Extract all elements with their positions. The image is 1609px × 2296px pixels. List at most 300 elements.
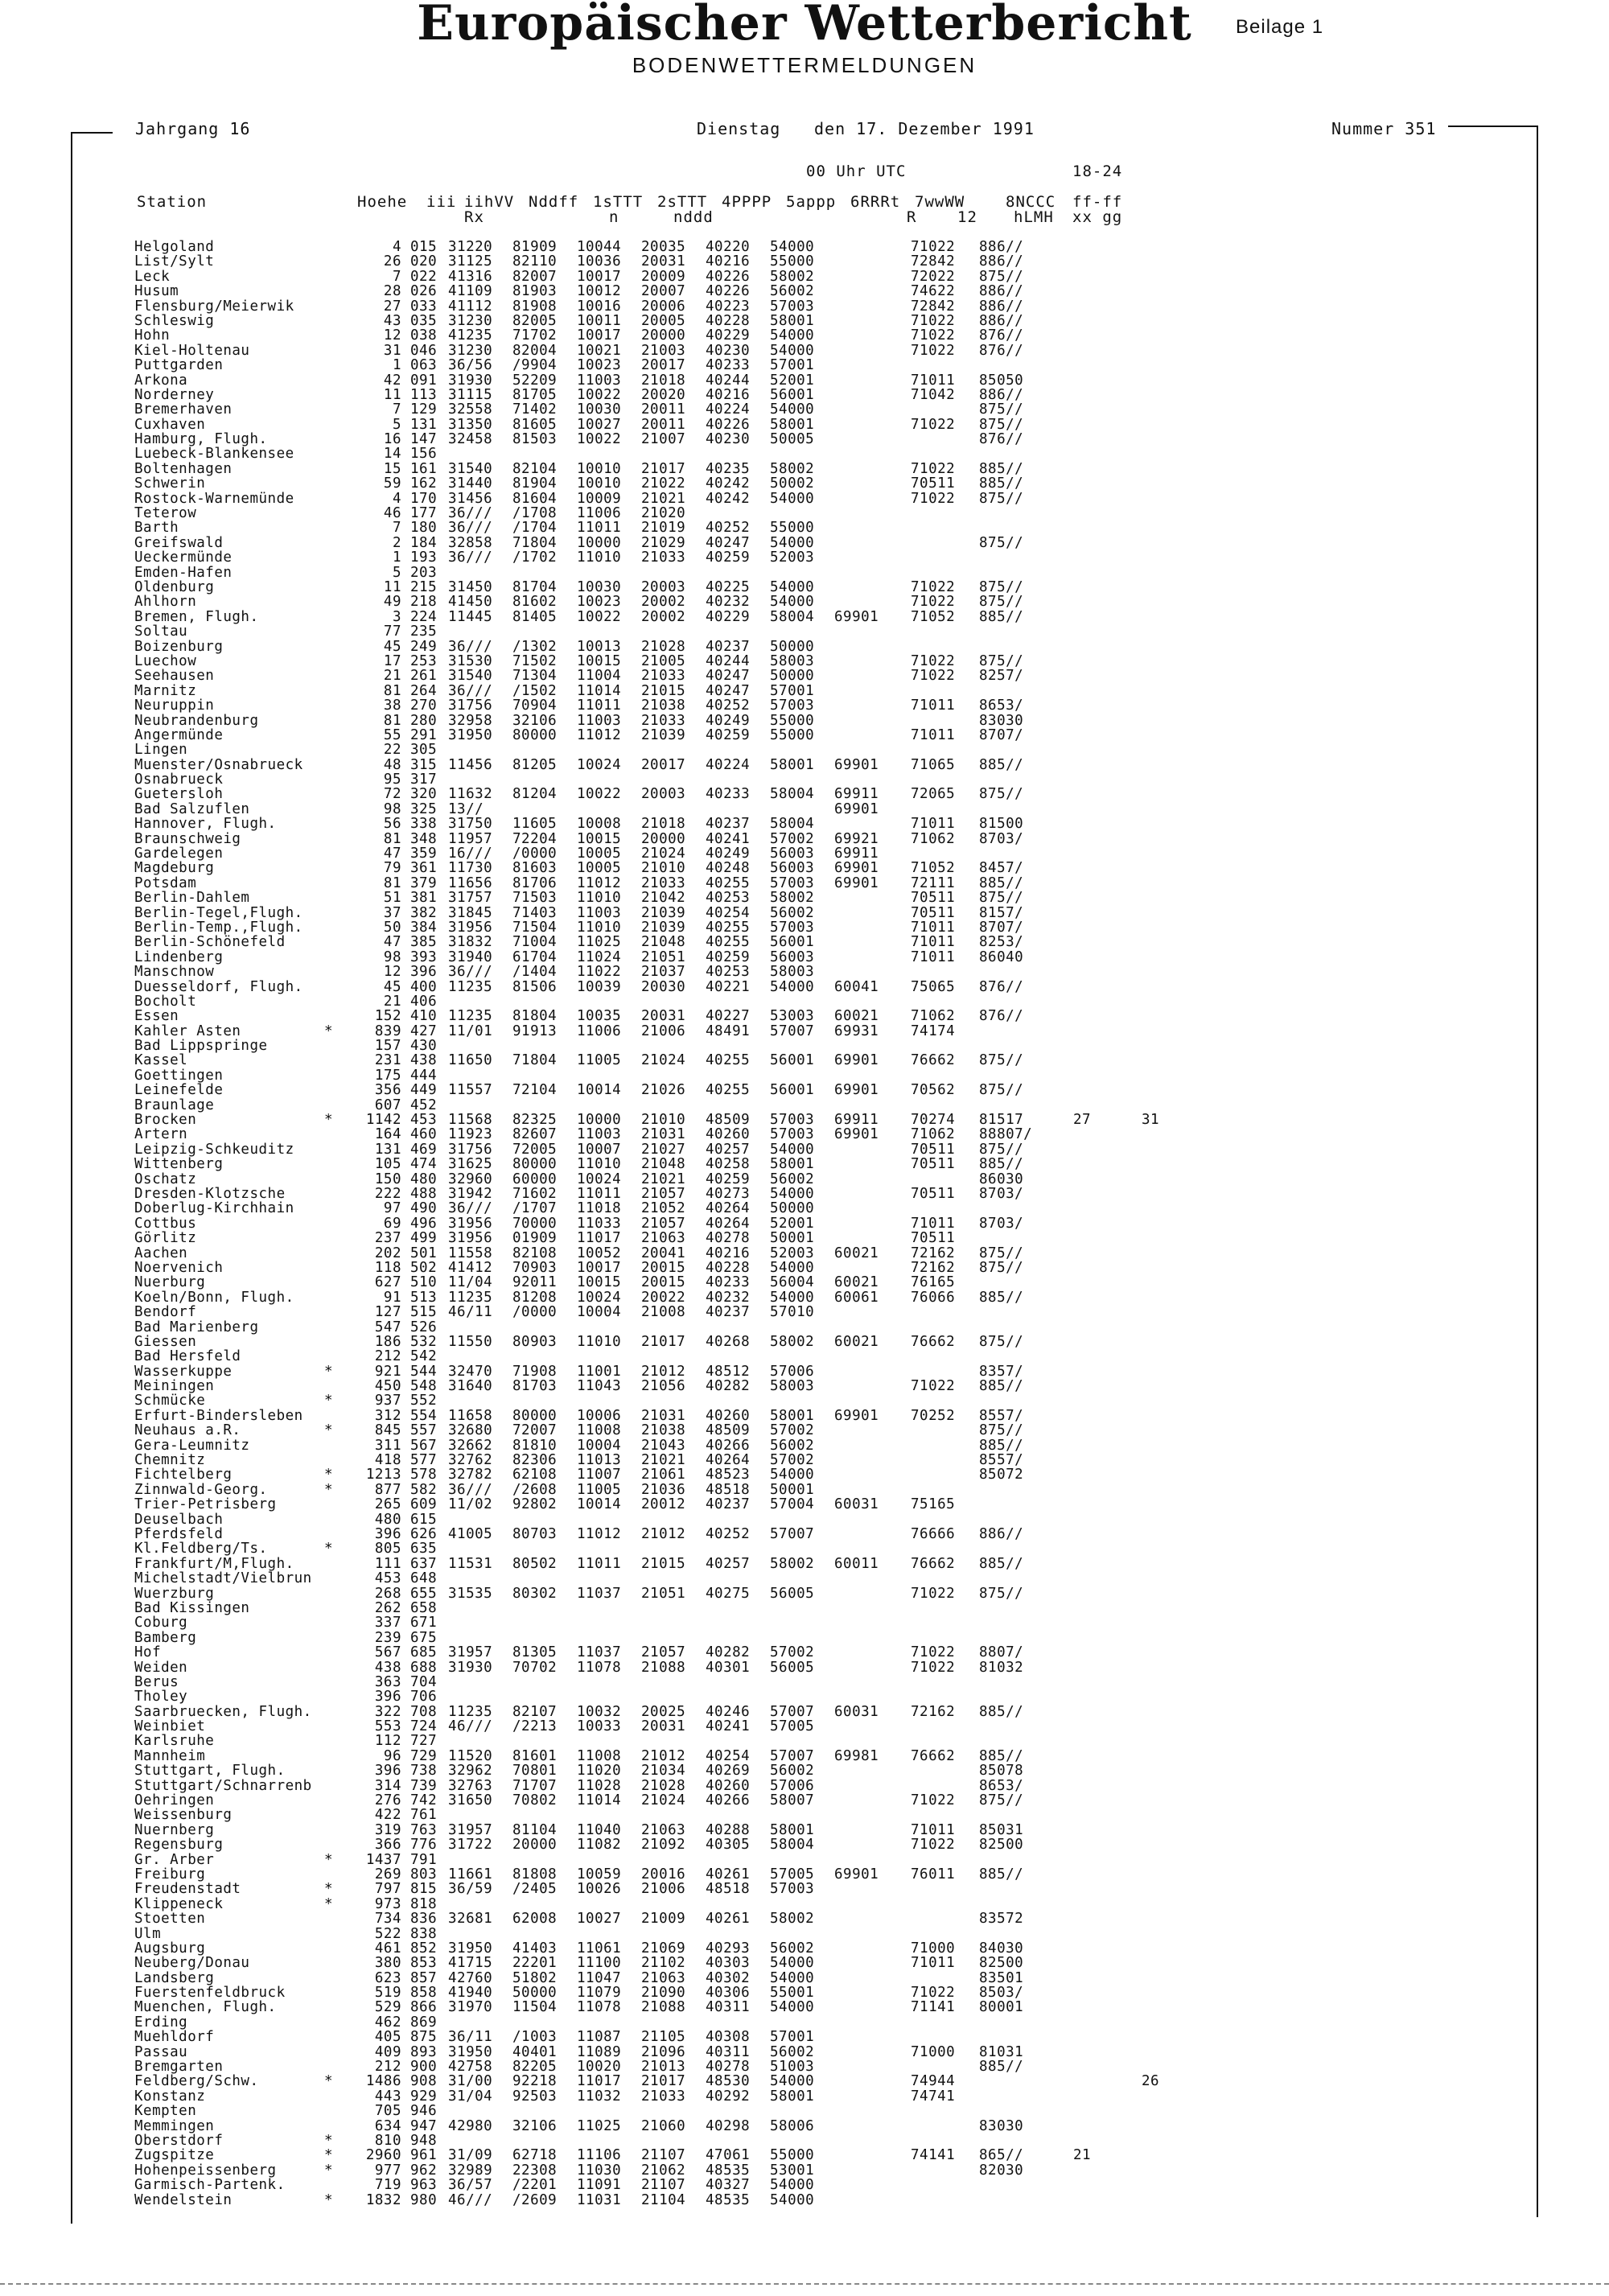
group-5appp: 58002 [770,890,815,907]
group-1sttt: 10010 [577,460,622,477]
group-8nccc: 886// [979,1525,1024,1542]
group-1sttt: 11003 [577,712,622,729]
group-5appp: 56003 [770,860,815,877]
station-name: Braunschweig [134,830,241,847]
group-5appp: 58002 [770,268,815,285]
group-5appp: 55000 [770,520,815,537]
group-8nccc: 8253/ [979,934,1024,951]
group-2sttt: 20031 [641,1718,686,1735]
station-name: Bad Hersfeld [134,1348,241,1365]
group-iihvv: 41235 [448,327,493,344]
group-1sttt: 10005 [577,860,622,877]
group-8nccc: 82030 [979,2162,1024,2179]
group-2sttt: 21031 [641,1126,686,1143]
station-id: 947 [410,2117,438,2134]
group-8nccc: 8703/ [979,1215,1024,1232]
group-nddff: /1302 [512,638,558,655]
station-id: 499 [410,1230,438,1247]
station-id: 502 [410,1259,438,1276]
group-iihvv: 31930 [448,1659,493,1676]
col-header-g10-sub: xx gg [1072,208,1123,226]
station-height: 186 [374,1333,401,1350]
group-iihvv: 11550 [448,1333,493,1350]
station-height: 51 [383,890,401,907]
group-nddff: /1404 [512,964,558,981]
group-iihvv: 31540 [448,460,493,477]
station-height: 231 [374,1052,401,1069]
group-4pppp: 40237 [706,638,751,655]
group-iihvv: 31230 [448,312,493,329]
station-height: 262 [374,1599,401,1616]
group-2sttt: 21017 [641,2073,686,2090]
group-4pppp: 40225 [706,578,751,595]
station-name: Braunlage [134,1097,215,1113]
group-1sttt: 11001 [577,1363,622,1380]
group-nddff: 82005 [512,312,558,329]
station-height: 2960 [365,2147,401,2164]
group-4pppp: 40237 [706,816,751,833]
group-iihvv: 36/// [448,1481,493,1498]
station-name: Frankfurt/M,Flugh. [134,1555,294,1572]
group-1sttt: 10011 [577,312,622,329]
group-nddff: 32106 [512,2117,558,2134]
group-2sttt: 21031 [641,1407,686,1424]
group-2sttt: 21034 [641,1763,686,1780]
station-id: 203 [410,564,438,581]
group-2sttt: 21036 [641,1481,686,1498]
group-7wwww: 70274 [911,1112,956,1129]
group-1sttt: 10013 [577,638,622,655]
group-iihvv: 11235 [448,978,493,995]
group-iihvv: 31930 [448,372,493,389]
group-5appp: 52001 [770,372,815,389]
group-5appp: 56002 [770,1171,815,1187]
group-7wwww: 71022 [911,668,956,685]
station-id: 791 [410,1851,438,1868]
group-iihvv: 31450 [448,578,493,595]
group-2sttt: 20025 [641,1703,686,1720]
group-6rrrt: 69911 [834,1112,879,1129]
station-name: Greifswald [134,534,224,551]
group-1sttt: 10027 [577,416,622,433]
group-7wwww: 71052 [911,860,956,877]
station-height: 1213 [365,1467,401,1483]
group-7wwww: 76662 [911,1747,956,1764]
station-id: 635 [410,1541,438,1557]
station-id: 908 [410,2073,438,2090]
group-iihvv: 11923 [448,1126,493,1143]
group-2sttt: 21048 [641,1156,686,1173]
group-8nccc: 875// [979,890,1024,907]
group-1sttt: 10015 [577,1274,622,1291]
group-nddff: 82107 [512,1703,558,1720]
group-8nccc: 875// [979,1052,1024,1069]
group-7wwww: 71065 [911,756,956,773]
height-marker: * [324,1363,334,1380]
group-8nccc: 8703/ [979,1186,1024,1202]
group-4pppp: 40223 [706,298,751,315]
group-4pppp: 40244 [706,372,751,389]
group-iihvv: 36/// [448,549,493,566]
group-8nccc: 886// [979,239,1024,255]
group-4pppp: 40260 [706,1126,751,1143]
station-name: Schwerin [134,475,206,492]
group-7wwww: 72162 [911,1245,956,1261]
group-1sttt: 11011 [577,697,622,714]
station-id: 427 [410,1023,438,1039]
group-nddff: 62008 [512,1911,558,1928]
group-7wwww: 71022 [911,594,956,611]
group-1sttt: 11008 [577,1422,622,1439]
group-4pppp: 40247 [706,534,751,551]
group-2sttt: 21033 [641,2088,686,2105]
station-height: 98 [383,948,401,965]
group-iihvv: 36/// [448,1200,493,1217]
group-2sttt: 21051 [641,1585,686,1602]
group-8nccc: 885// [979,1378,1024,1395]
group-4pppp: 40275 [706,1585,751,1602]
height-marker: * [324,1541,334,1557]
group-7wwww: 74944 [911,2073,956,2090]
group-4pppp: 40302 [706,1969,751,1986]
group-1sttt: 10024 [577,756,622,773]
group-8nccc: 8653/ [979,1777,1024,1794]
group-4pppp: 40298 [706,2117,751,2134]
group-7wwww: 71011 [911,372,956,389]
group-2sttt: 21043 [641,1437,686,1454]
station-id: 838 [410,1925,438,1942]
group-nddff: 82104 [512,460,558,477]
group-nddff: 92802 [512,1496,558,1513]
group-6rrrt: 69901 [834,608,879,625]
station-name: List/Sylt [134,253,215,270]
station-id: 026 [410,283,438,300]
group-nddff: 81903 [512,283,558,300]
group-4pppp: 40232 [706,594,751,611]
group-iihvv: 32989 [448,2162,493,2179]
station-name: Coburg [134,1615,188,1631]
station-height: 81 [383,874,401,891]
group-iihvv: 11632 [448,786,493,803]
group-8nccc: 885// [979,1437,1024,1454]
group-4pppp: 40278 [706,2059,751,2076]
station-name: Zugspitze [134,2147,215,2164]
group-8nccc: 875// [979,1792,1024,1809]
group-7wwww: 74622 [911,283,956,300]
group-2sttt: 21039 [641,726,686,743]
group-5appp: 58002 [770,1555,815,1572]
group-nddff: 70802 [512,1792,558,1809]
group-5appp: 54000 [770,401,815,418]
station-height: 977 [374,2162,401,2179]
station-height: 11 [383,578,401,595]
group-2sttt: 21027 [641,1141,686,1158]
group-5appp: 58002 [770,1333,815,1350]
station-height: 17 [383,652,401,669]
station-name: Trier-Petrisberg [134,1496,277,1513]
group-8nccc: 885// [979,475,1024,492]
group-1sttt: 10026 [577,1881,622,1898]
group-nddff: 11504 [512,1999,558,2016]
station-name: Mannheim [134,1747,206,1764]
group-8nccc: 85072 [979,1467,1024,1483]
group-nddff: 72007 [512,1422,558,1439]
station-height: 269 [374,1866,401,1882]
station-height: 27 [383,298,401,315]
group-5appp: 58004 [770,1837,815,1854]
group-4pppp: 40255 [706,919,751,936]
group-8nccc: 875// [979,534,1024,551]
group-4pppp: 40282 [706,1378,751,1395]
station-id: 235 [410,623,438,640]
group-4pppp: 40278 [706,1230,751,1247]
group-6rrrt: 69901 [834,1407,879,1424]
group-5appp: 50001 [770,1230,815,1247]
station-height: 175 [374,1067,401,1084]
group-1sttt: 11087 [577,2029,622,2046]
station-id: 291 [410,726,438,743]
station-height: 3 [392,608,401,625]
group-nddff: /1704 [512,520,558,537]
station-id: 261 [410,668,438,685]
group-5appp: 57004 [770,1496,815,1513]
frame-left-vertical [71,132,72,2224]
group-5appp: 50002 [770,475,815,492]
group-1sttt: 11006 [577,1023,622,1039]
group-2sttt: 21105 [641,2029,686,2046]
station-name: Weissenburg [134,1807,233,1824]
group-nddff: 92011 [512,1274,558,1291]
group-5appp: 50000 [770,668,815,685]
group-nddff: 71504 [512,919,558,936]
group-1sttt: 10006 [577,1407,622,1424]
station-id: 893 [410,2043,438,2060]
group-iihvv: 41112 [448,298,493,315]
group-iihvv: 31625 [448,1156,493,1173]
group-5appp: 57003 [770,1881,815,1898]
station-name: Neuruppin [134,697,215,714]
group-nddff: 71304 [512,668,558,685]
group-7wwww: 76165 [911,1274,956,1291]
station-id: 658 [410,1599,438,1616]
time-range-label: 18-24 [1072,163,1123,180]
group-iihvv: 16/// [448,846,493,862]
group-iihvv: 32680 [448,1422,493,1439]
group-nddff: /1003 [512,2029,558,2046]
group-2sttt: 21096 [641,2043,686,2060]
station-id: 852 [410,1940,438,1957]
group-4pppp: 40226 [706,283,751,300]
station-height: 453 [374,1570,401,1587]
station-id: 218 [410,594,438,611]
group-nddff: 72005 [512,1141,558,1158]
group-8nccc: 86040 [979,948,1024,965]
station-id: 688 [410,1659,438,1676]
group-iihvv: 31756 [448,1141,493,1158]
group-iihvv: 31832 [448,934,493,951]
station-id: 900 [410,2059,438,2076]
group-1sttt: 10012 [577,283,622,300]
group-5appp: 54000 [770,2073,815,2090]
station-id: 348 [410,830,438,847]
group-nddff: 22201 [512,1955,558,1972]
group-2sttt: 21104 [641,2191,686,2208]
height-marker: * [324,1467,334,1483]
group-1sttt: 11003 [577,372,622,389]
station-name: Soltau [134,623,188,640]
group-8nccc: 81517 [979,1112,1024,1129]
group-8nccc: 81032 [979,1659,1024,1676]
group-5appp: 54000 [770,534,815,551]
group-1sttt: 10016 [577,298,622,315]
group-6rrrt: 69931 [834,1023,879,1039]
group-4pppp: 40257 [706,1555,751,1572]
group-8nccc: 885// [979,1555,1024,1572]
group-5appp: 58004 [770,786,815,803]
station-id: 430 [410,1038,438,1055]
station-name: Hamburg, Flugh. [134,431,268,448]
station-height: 438 [374,1659,401,1676]
station-name: Wittenberg [134,1156,224,1173]
station-name: Regensburg [134,1837,224,1854]
group-1sttt: 10036 [577,253,622,270]
station-name: Emden-Hafen [134,564,233,581]
group-4pppp: 40301 [706,1659,751,1676]
group-4pppp: 40308 [706,2029,751,2046]
group-1sttt: 11037 [577,1585,622,1602]
group-6rrrt: 69901 [834,874,879,891]
group-2sttt: 21060 [641,2117,686,2134]
group-1sttt: 11017 [577,1230,622,1247]
group-2sttt: 21039 [641,904,686,921]
group-5appp: 50000 [770,638,815,655]
station-name: Bocholt [134,993,197,1010]
group-1sttt: 11079 [577,1985,622,2002]
station-id: 963 [410,2177,438,2194]
group-nddff: 81604 [512,490,558,507]
group-2sttt: 21033 [641,549,686,566]
group-1sttt: 11010 [577,890,622,907]
group-5appp: 52003 [770,1245,815,1261]
station-id: 532 [410,1333,438,1350]
group-iihvv: 31942 [448,1186,493,1202]
station-height: 409 [374,2043,401,2060]
station-id: 554 [410,1407,438,1424]
station-name: Essen [134,1008,179,1025]
station-height: 81 [383,830,401,847]
group-iihvv: 32458 [448,431,493,448]
group-nddff: 62718 [512,2147,558,2164]
group-1sttt: 10033 [577,1718,622,1735]
height-marker: * [324,2073,334,2090]
station-id: 361 [410,860,438,877]
group-1sttt: 11012 [577,874,622,891]
group-nddff: 72204 [512,830,558,847]
group-1sttt: 11078 [577,1659,622,1676]
station-id: 406 [410,993,438,1010]
group-2sttt: 21007 [641,431,686,448]
station-height: 5 [392,416,401,433]
group-2sttt: 21012 [641,1525,686,1542]
group-8nccc: 886// [979,253,1024,270]
group-2sttt: 21022 [641,475,686,492]
station-height: 202 [374,1245,401,1261]
group-2sttt: 21026 [641,1082,686,1099]
group-1sttt: 10035 [577,1008,622,1025]
group-7wwww: 72162 [911,1259,956,1276]
group-4pppp: 40244 [706,652,751,669]
group-5appp: 56002 [770,283,815,300]
group-8nccc: 8503/ [979,1985,1024,2002]
group-1sttt: 10017 [577,1259,622,1276]
station-id: 875 [410,2029,438,2046]
station-id: 131 [410,416,438,433]
group-1sttt: 10000 [577,1112,622,1129]
group-nddff: 70801 [512,1763,558,1780]
group-nddff: 81904 [512,475,558,492]
station-id: 381 [410,890,438,907]
station-name: Berlin-Dahlem [134,890,250,907]
group-4pppp: 40228 [706,1259,751,1276]
group-5appp: 54000 [770,490,815,507]
report-title: Europäischer Wetterbericht [417,0,1192,51]
group-8nccc: 8707/ [979,726,1024,743]
station-id: 063 [410,357,438,374]
station-name: Osnabrueck [134,772,224,788]
station-height: 98 [383,800,401,817]
group-4pppp: 40241 [706,830,751,847]
group-2sttt: 21012 [641,1363,686,1380]
group-8nccc: 885// [979,1703,1024,1720]
station-id: 444 [410,1067,438,1084]
station-name: Magdeburg [134,860,215,877]
station-name: Nuernberg [134,1821,215,1838]
group-nddff: 82306 [512,1452,558,1469]
group-2sttt: 21021 [641,490,686,507]
group-4pppp: 40249 [706,712,751,729]
group-iihvv: 31440 [448,475,493,492]
station-height: 7 [392,268,401,285]
report-subtitle: BODENWETTERMELDUNGEN [632,53,977,77]
station-id: 384 [410,919,438,936]
group-8nccc: 8557/ [979,1407,1024,1424]
height-marker: * [324,1481,334,1498]
group-1sttt: 11012 [577,1525,622,1542]
group-5appp: 52001 [770,1215,815,1232]
station-name: Lindenberg [134,948,224,965]
station-height: 553 [374,1718,401,1735]
group-iihvv: 31956 [448,1230,493,1247]
group-8nccc: 875// [979,1082,1024,1099]
group-5appp: 58001 [770,2088,815,2105]
group-1sttt: 11014 [577,682,622,699]
group-5appp: 55000 [770,726,815,743]
station-name: Ahlhorn [134,594,197,611]
station-name: Wasserkuppe [134,1363,233,1380]
station-id: 193 [410,549,438,566]
group-5appp: 57002 [770,830,815,847]
group-1sttt: 11082 [577,1837,622,1854]
group-1sttt: 11010 [577,549,622,566]
station-height: 319 [374,1821,401,1838]
station-name: Bremen, Flugh. [134,608,259,625]
group-4pppp: 40252 [706,520,751,537]
group-4pppp: 40216 [706,386,751,403]
group-1sttt: 11100 [577,1955,622,1972]
group-1sttt: 10022 [577,431,622,448]
group-nddff: 80502 [512,1555,558,1572]
group-1sttt: 10030 [577,578,622,595]
